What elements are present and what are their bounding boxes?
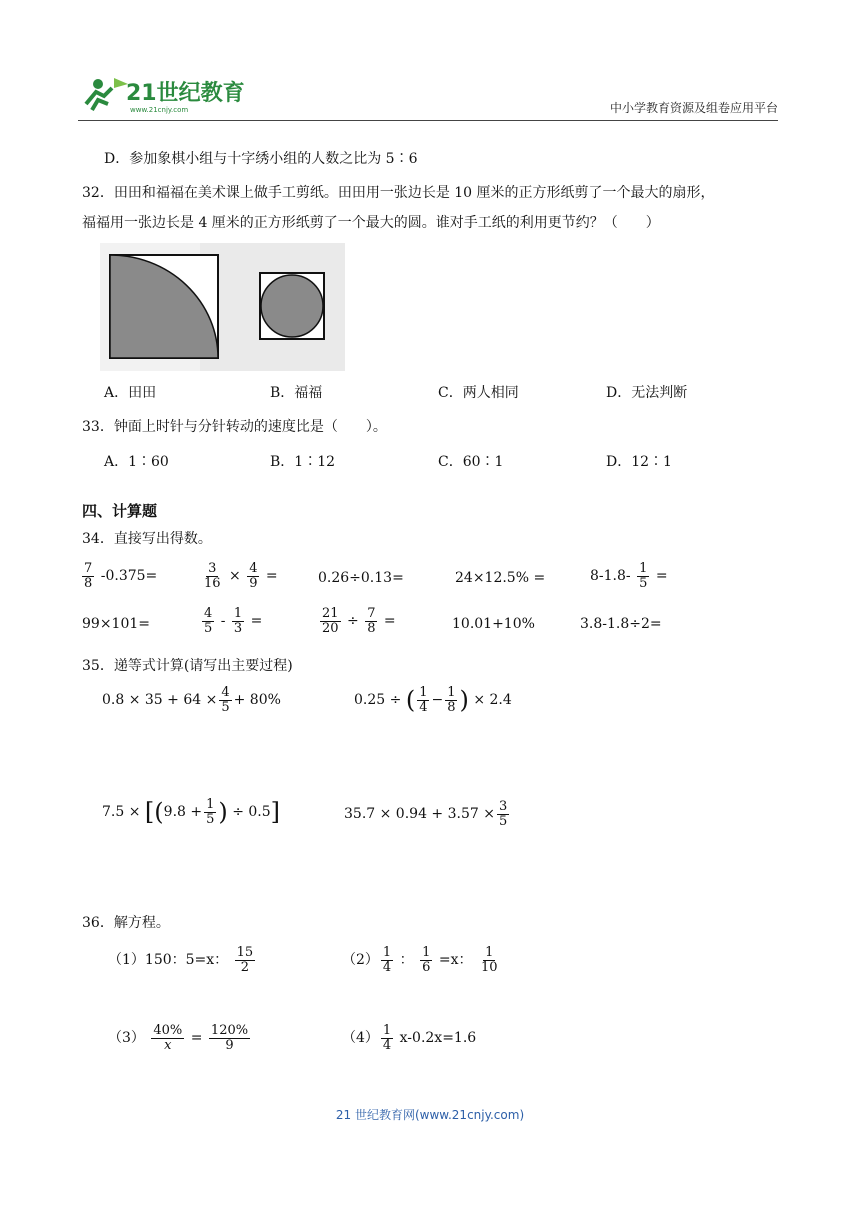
svg-text:www.21cnjy.com: www.21cnjy.com	[130, 106, 189, 114]
q34-item-8: $\frac{21}{20}$ ÷ $\frac{7}{8}$ =	[322, 606, 396, 636]
section-title-calc: 四、计算题	[82, 502, 158, 520]
q33-option-b[interactable]: B．1∶12	[270, 454, 336, 470]
sector-figure	[110, 255, 218, 358]
q34-item-3: 0.26÷0.13=	[318, 570, 404, 586]
q33-option-d[interactable]: D．12∶1	[606, 454, 672, 470]
q32-stem-line2: 福福用一张边长是 4 厘米的正方形纸剪了一个最大的圆。谁对手工纸的利用更节约？（ ）	[82, 215, 660, 231]
q36-stem: 36．解方程。	[82, 915, 170, 931]
q32-stem-line1: 32．田田和福福在美术课上做手工剪纸。田田用一张边长是 10 厘米的正方形纸剪了一个最大的扇形，	[82, 185, 715, 201]
q32-option-c[interactable]: C．两人相同	[438, 385, 519, 401]
q35-expr-2: 0.25 ÷ ( $\frac{1}{4}$ − $\frac{1}{8}$ ) × 2.4	[354, 685, 512, 715]
q34-item-7: $\frac{4}{5}$ - $\frac{1}{3}$ =	[204, 606, 263, 636]
q34-stem: 34．直接写出得数。	[82, 531, 212, 547]
header-platform-text: 中小学教育资源及组卷应用平台	[609, 101, 778, 115]
circle-figure	[260, 273, 324, 339]
q32-option-b[interactable]: B．福福	[270, 385, 323, 401]
q34-item-10: 3.8-1.8÷2=	[580, 616, 662, 632]
q36-eq-2: （2） $\frac{1}{4}$ ： $\frac{1}{6}$ =x： $\frac{1}{10}$	[342, 945, 498, 975]
q36-eq-4: （4） $\frac{1}{4}$ x-0.2x=1.6	[342, 1023, 477, 1053]
q33-option-a[interactable]: A．1∶60	[104, 454, 169, 470]
q34-item-9: 10.01+10%	[452, 616, 535, 632]
q34-item-1: $\frac{7}{8}$ -0.375=	[84, 561, 158, 591]
footer-link[interactable]: 21 世纪教育网(www.21cnjy.com)	[335, 1108, 525, 1122]
runner-icon	[78, 74, 248, 114]
q32-option-a[interactable]: A．田田	[104, 385, 157, 401]
q33-option-c[interactable]: C．60∶1	[438, 454, 504, 470]
q35-expr-1: 0.8 × 35 + 64 × $\frac{4}{5}$ + 80%	[102, 685, 281, 715]
q31-option-d: D．参加象棋小组与十字绣小组的人数之比为 5∶6	[104, 151, 418, 167]
q36-eq-3: （3） $\frac{40\%}{x}$ = $\frac{120\%}{9}$	[108, 1023, 249, 1053]
q32-figures	[100, 243, 345, 375]
q34-item-4: 24×12.5% =	[455, 570, 546, 586]
q36-eq-1: （1）150：5=x： $\frac{15}{2}$	[108, 945, 254, 975]
q34-item-5: 8-1.8- $\frac{1}{5}$ =	[590, 561, 668, 591]
q34-item-2: $\frac{3}{16}$ × $\frac{4}{9}$ =	[204, 561, 278, 591]
q32-option-d[interactable]: D．无法判断	[606, 385, 688, 401]
q34-item-6: 99×101=	[82, 616, 150, 632]
site-logo	[78, 74, 248, 114]
q35-expr-3: 7.5 × [(9.8 + $\frac{1}{5}$ ) ÷ 0.5]	[102, 797, 281, 827]
q35-stem: 35．递等式计算(请写出主要过程)	[82, 658, 293, 674]
q33-stem: 33．钟面上时针与分针转动的速度比是（ ）。	[82, 419, 387, 435]
header-divider	[78, 120, 778, 121]
q35-expr-4: 35.7 × 0.94 + 3.57 × $\frac{3}{5}$	[344, 799, 508, 829]
svg-text:21世纪教育: 21世纪教育	[126, 81, 245, 106]
